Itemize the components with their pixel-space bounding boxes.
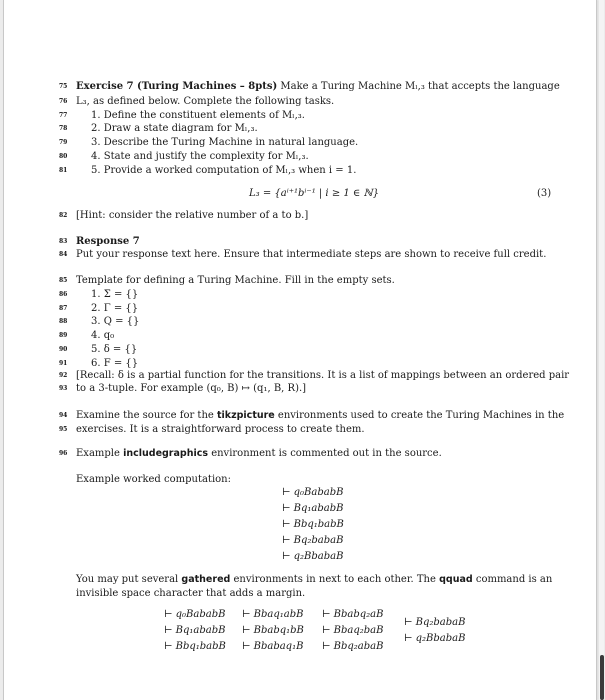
gathered-step-text: q₀BababB (175, 609, 226, 620)
line-number: 95 (59, 426, 68, 433)
turnstile-symbol: ⊢ (164, 641, 173, 652)
task-item: 3. Describe the Turing Machine in natural language. (91, 137, 359, 148)
line-number: 91 (59, 360, 68, 367)
gathered-step (242, 608, 303, 621)
template-item: 2. Γ = {} (91, 303, 139, 314)
tikz-code: tikzpicture (216, 410, 275, 421)
gathered-step-text: Bbq₁babB (175, 641, 226, 652)
exercise-intro-cont: L₃, as defined below. Complete the following tasks. (76, 96, 335, 107)
gathered-step-text: q₂BbabaB (415, 633, 466, 644)
gathered-note-line-1 (76, 573, 552, 586)
computation-step (282, 534, 343, 547)
gathered-step (164, 608, 225, 621)
line-number: 83 (59, 238, 68, 245)
line-number: 81 (59, 167, 68, 174)
line-number: 93 (59, 385, 68, 392)
template-item: 6. F = {} (91, 358, 139, 369)
line-number: 90 (59, 346, 68, 353)
note-text: You may put several (76, 574, 182, 585)
turnstile-symbol: ⊢ (282, 503, 291, 514)
gathered-step (242, 624, 304, 637)
turnstile-symbol: ⊢ (282, 487, 291, 498)
recall-line-1: [Recall: δ is a partial function for the transitions. It is a list of mappings between an ordered pair (76, 370, 570, 381)
turnstile-symbol: ⊢ (164, 625, 173, 636)
gathered-step (164, 640, 226, 653)
template-item: 1. Σ = {} (91, 289, 139, 300)
document-page (3, 0, 597, 700)
turnstile-symbol: ⊢ (404, 617, 413, 628)
line-number: 92 (59, 372, 68, 379)
turnstile-symbol: ⊢ (242, 609, 251, 620)
gathered-step (322, 624, 383, 637)
task-item: 5. Provide a worked computation of Mₗ,₃ when i = 1. (91, 165, 357, 176)
note-text: command is an (472, 574, 553, 585)
task-item: 2. Draw a state diagram for Mₗ,₃. (91, 123, 258, 134)
gathered-step-text: Bbabaq₁B (253, 641, 304, 652)
turnstile-symbol: ⊢ (164, 609, 173, 620)
turnstile-symbol: ⊢ (322, 625, 331, 636)
line-number: 87 (59, 305, 68, 312)
line-number: 76 (59, 98, 68, 105)
computation-step (282, 518, 344, 531)
tikz-note-line-1 (76, 409, 564, 422)
computation-step (282, 550, 343, 563)
computation-step-text: q₂BbabaB (293, 551, 344, 562)
gathered-step-text: Bbaq₂baB (333, 625, 384, 636)
template-item: 3. Q = {} (91, 316, 140, 327)
gathered-code: gathered (181, 574, 231, 585)
exercise-intro: Make a Turing Machine Mₗ,₃ that accepts the language (280, 81, 560, 92)
note-text: environments in next to each other. The (230, 574, 440, 585)
line-number: 89 (59, 332, 68, 339)
computation-step (282, 502, 343, 515)
computation-step-text: Bq₁ababB (293, 503, 344, 514)
hint-text: [Hint: consider the relative number of a to b.] (76, 210, 309, 221)
computation-step-text: Bq₂babaB (293, 535, 344, 546)
line-number: 79 (59, 139, 68, 146)
includegraphics-code: includegraphics (123, 448, 209, 459)
response-title: Response 7 (76, 236, 140, 247)
line-number: 75 (59, 83, 68, 90)
line-number: 85 (59, 277, 68, 284)
line-number: 96 (59, 450, 68, 457)
line-number: 94 (59, 412, 68, 419)
tikz-note-text: environments used to create the Turing Machines in the (274, 410, 565, 421)
turnstile-symbol: ⊢ (322, 609, 331, 620)
gathered-step (404, 616, 465, 629)
turnstile-symbol: ⊢ (282, 519, 291, 530)
line-number: 84 (59, 251, 68, 258)
equation-number: (3) (537, 188, 552, 199)
tikz-note-text: Examine the source for the (76, 410, 217, 421)
computation-step-text: q₀BababB (293, 487, 344, 498)
template-intro: Template for defining a Turing Machine. Fill in the empty sets. (76, 275, 395, 286)
line-number: 77 (59, 112, 68, 119)
gathered-step-text: Bbaq₁abB (253, 609, 304, 620)
gathered-step (322, 640, 383, 653)
gathered-step-text: Bbabq₂aB (333, 609, 384, 620)
gathered-step-text: Bq₁ababB (175, 625, 226, 636)
exercise-title: Exercise 7 (Turing Machines – 8pts) (76, 81, 278, 92)
includegraphics-note (76, 447, 442, 460)
qquad-code: qquad (439, 574, 473, 585)
line-number: 80 (59, 153, 68, 160)
language-equation: L₃ = {aⁱ⁺¹bⁱ⁻¹ | i ≥ 1 ∈ ℕ} (249, 188, 379, 199)
response-instruction: Put your response text here. Ensure that intermediate steps are shown to receive full credit. (76, 249, 547, 260)
note-text: environment is commented out in the source. (208, 448, 442, 459)
task-item: 1. Define the constituent elements of Mₗ,₃. (91, 110, 305, 121)
gathered-step-text: Bbabq₁bB (253, 625, 304, 636)
template-item: 4. q₀ (91, 330, 115, 341)
turnstile-symbol: ⊢ (242, 625, 251, 636)
line-number: 88 (59, 318, 68, 325)
example-label: Example worked computation: (76, 474, 231, 485)
turnstile-symbol: ⊢ (404, 633, 413, 644)
computation-step (282, 486, 343, 499)
exercise-heading-line (76, 80, 560, 93)
turnstile-symbol: ⊢ (242, 641, 251, 652)
turnstile-symbol: ⊢ (282, 551, 291, 562)
gathered-step (322, 608, 383, 621)
line-number: 78 (59, 125, 68, 132)
line-number: 86 (59, 291, 68, 298)
recall-line-2: to a 3-tuple. For example (q₀, B) ↦ (q₁, B, R).] (76, 383, 307, 394)
gathered-note-line-2: invisible space character that adds a margin. (76, 588, 306, 599)
line-number: 82 (59, 212, 68, 219)
turnstile-symbol: ⊢ (322, 641, 331, 652)
gathered-step-text: Bbq₂abaB (333, 641, 384, 652)
turnstile-symbol: ⊢ (282, 535, 291, 546)
tikz-note-line-2: exercises. It is a straightforward process to create them. (76, 424, 365, 435)
gathered-step-text: Bq₂babaB (415, 617, 466, 628)
computation-step-text: Bbq₁babB (293, 519, 344, 530)
template-item: 5. δ = {} (91, 344, 138, 355)
gathered-step (404, 632, 465, 645)
gathered-step (164, 624, 225, 637)
scrollbar-track[interactable] (599, 0, 604, 700)
task-item: 4. State and justify the complexity for Mₗ,₃. (91, 151, 309, 162)
gathered-step (242, 640, 303, 653)
note-text: Example (76, 448, 124, 459)
scrollbar-thumb[interactable] (600, 655, 604, 700)
